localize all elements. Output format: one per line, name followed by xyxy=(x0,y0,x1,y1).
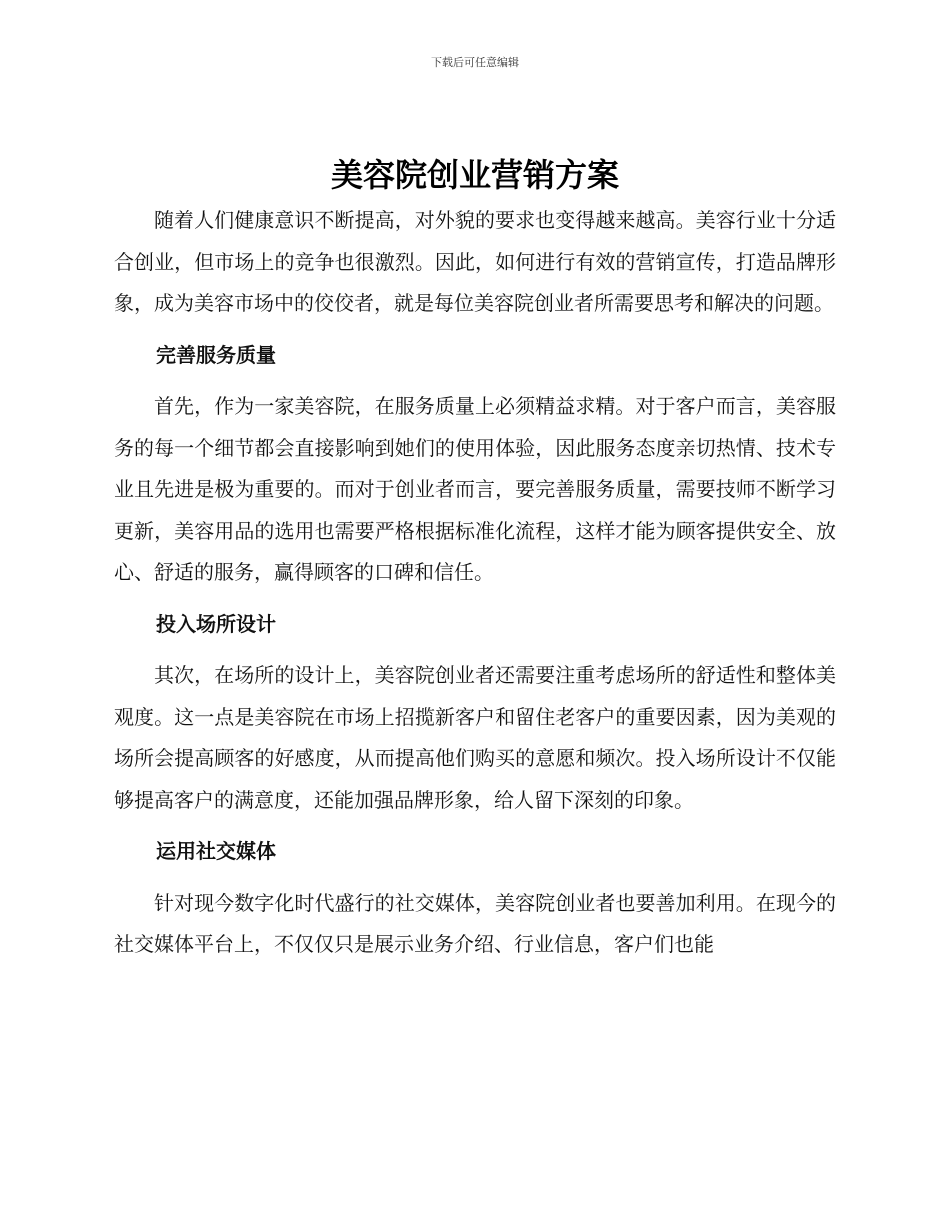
section-body-social-media: 针对现今数字化时代盛行的社交媒体，美容院创业者也要善加利用。在现今的社交媒体平台上，不仅仅只是展示业务介绍、行业信息，客户们也能 xyxy=(114,890,836,956)
section-heading-venue-design: 投入场所设计 xyxy=(156,611,276,636)
intro-paragraph: 随着人们健康意识不断提高，对外貌的要求也变得越来越高。美容行业十分适合创业，但市场上的竞争也很激烈。因此，如何进行有效的营销宣传，打造品牌形象，成为美容市场中的佼佼者，就是每位美容院创业者所需要思考和解决的问题。 xyxy=(114,208,836,315)
section-body-venue-design: 其次，在场所的设计上，美容院创业者还需要注重考虑场所的舒适性和整体美观度。这一点是美容院在市场上招揽新客户和留住老客户的重要因素，因为美观的场所会提高顾客的好感度，从而提高他们购买的意愿和频次。投入场所设计不仅能够提高客户的满意度，还能加强品牌形象，给人留下深刻的印象。 xyxy=(114,663,836,812)
document-title: 美容院创业营销方案 xyxy=(330,156,619,194)
document-body xyxy=(114,200,836,966)
section-heading-service-quality: 完善服务质量 xyxy=(156,342,276,367)
section-heading-social-media: 运用社交媒体 xyxy=(156,839,276,863)
section-body-service-quality: 首先，作为一家美容院，在服务质量上必须精益求精。对于客户而言，美容服务的每一个细节都会直接影响到她们的使用体验，因此服务态度亲切热情、技术专业且先进是极为重要的。而对于创业者而言，要完善服务质量，需要技师不断学习更新，美容用品的选用也需要严格根据标准化流程，这样才能为顾客提供安全、放心、舒适的服务，赢得顾客的口碑和信任。 xyxy=(114,394,836,584)
header-note: 下载后可任意编辑 xyxy=(431,56,519,69)
